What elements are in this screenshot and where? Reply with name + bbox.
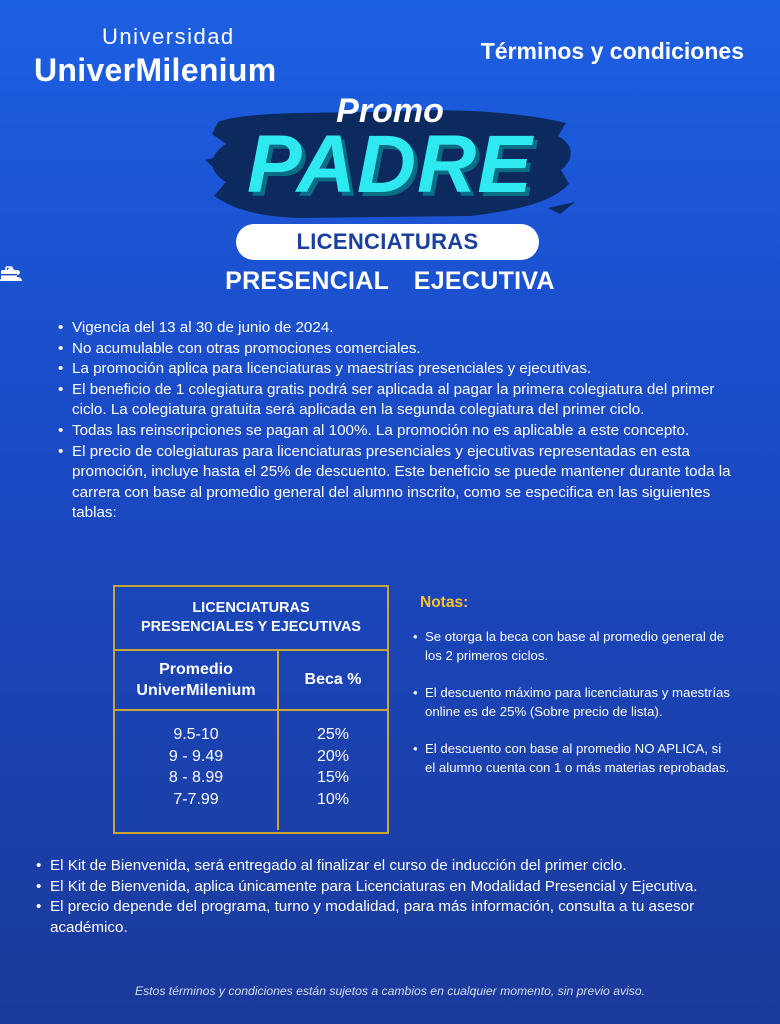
list-item: • La promoción aplica para licenciaturas y maestrías presenciales y ejecutivas. (58, 359, 738, 380)
list-item: • El precio depende del programa, turno y modalidad, para más información, consulta a tu asesor académico. (36, 897, 736, 938)
table-cell: 20% (316, 747, 350, 765)
table-cell: 9 - 9.49 (168, 747, 224, 765)
list-item: • Vigencia del 13 al 30 de junio de 2024. (58, 318, 738, 339)
column-header-promedio (115, 651, 279, 709)
terms-list (58, 318, 738, 524)
licenciaturas-pill: LICENCIATURAS (236, 224, 539, 260)
promedio-column (115, 711, 279, 830)
disclaimer: Estos términos y condiciones están sujetos a cambios en cualquier momento, sin previo aviso. (134, 984, 646, 998)
list-item: • No acumulable con otras promociones comerciales. (58, 339, 738, 360)
column-header-promedio-text: Promedio UniverMilenium (136, 661, 256, 699)
table-cell: 10% (316, 790, 350, 808)
table-cell: 8 - 8.99 (168, 769, 224, 786)
brand-logo (34, 24, 276, 89)
mode-ejecutiva: EJECUTIVA (413, 266, 555, 295)
table-cell: 7-7.99 (173, 790, 219, 808)
column-header-beca: Beca % (304, 671, 362, 688)
brand-top-text: Universidad (102, 24, 235, 49)
modalities (0, 266, 780, 296)
mode-presencial: PRESENCIAL (225, 266, 390, 295)
brand-name: UniverMilenium (34, 52, 277, 88)
beca-column (279, 711, 387, 830)
beca-table (113, 585, 389, 834)
promo-hero (0, 90, 780, 305)
table-cell: 25% (316, 726, 350, 743)
notes-list (410, 628, 730, 778)
promo-word: Promo (336, 92, 444, 130)
padre-word: PADRE (247, 119, 533, 210)
page-title: Términos y condiciones (480, 38, 744, 64)
notes-section (410, 594, 730, 797)
note-item: • El descuento con base al promedio NO APLICA, si el alumno cuenta con 1 o más materias reprobadas. (410, 740, 730, 777)
note-item: • El descuento máximo para licenciaturas y maestrías online es de 25% (Sobre precio de lista). (410, 684, 730, 721)
table-body (115, 711, 387, 830)
table-cell: 9.5-10 (173, 726, 219, 743)
table-column-headers (115, 651, 387, 711)
table-header (115, 587, 387, 651)
table-header-text: LICENCIATURAS PRESENCIALES Y EJECUTIVAS (141, 600, 361, 635)
list-item: • Todas las reinscripciones se pagan al 100%. La promoción no es aplicable a este concepto. (58, 421, 738, 442)
note-item: • Se otorga la beca con base al promedio general de los 2 primeros ciclos. (410, 628, 730, 665)
list-item: • El Kit de Bienvenida, será entregado al finalizar el curso de inducción del primer ciclo. (36, 856, 736, 877)
notes-title: Notas: (420, 594, 469, 611)
table-cell: 15% (316, 769, 350, 786)
list-item: • El Kit de Bienvenida, aplica únicamente para Licenciaturas en Modalidad Presencial y Ejecutiva. (36, 877, 736, 898)
briefcase-icon (0, 266, 18, 282)
list-item: • El precio de colegiaturas para licenciaturas presenciales y ejecutivas representadas en esta promoción, incluye hasta el 25% de descuento. Este beneficio se puede mantener durante toda la carrera con base al promedio general del alumno inscrito, como se especifica en las siguientes tablas: (58, 442, 738, 524)
bottom-terms-list (36, 856, 736, 938)
list-item: • El beneficio de 1 colegiatura gratis podrá ser aplicada al pagar la primera colegiatura del primer ciclo. La colegiatura gratuita será aplicada en la segunda colegiatura del primer ciclo. (58, 380, 738, 421)
